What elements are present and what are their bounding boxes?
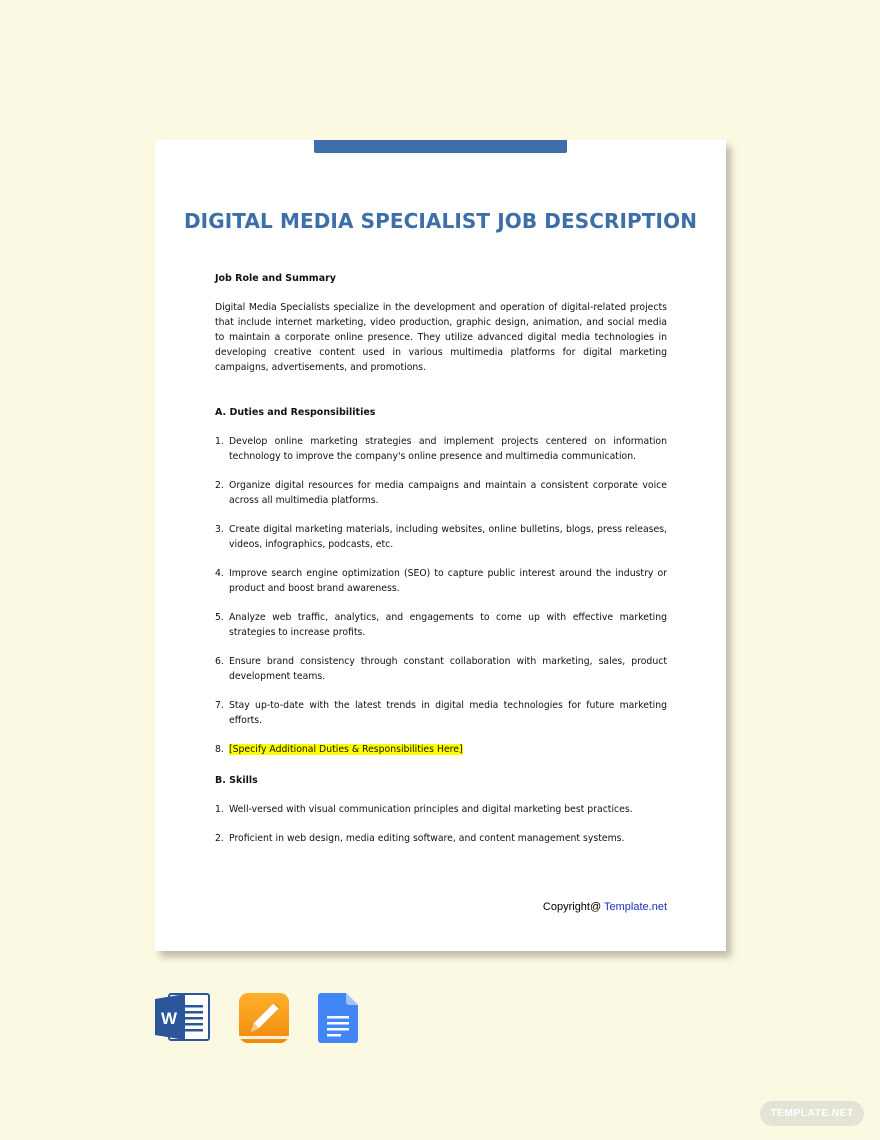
skills-list bbox=[215, 802, 667, 846]
document-title: DIGITAL MEDIA SPECIALIST JOB DESCRIPTION bbox=[183, 209, 698, 233]
document-top-bar bbox=[314, 140, 567, 153]
job-summary-paragraph: Digital Media Specialists specialize in the development and operation of digital-related projects that include internet marketing, video production, graphic design, animation, and social media to maintain a corporate online presence. They utilize advanced digital media technologies in developing creative content used in various multimedia platforms for digital marketing campaigns, advertisements, and promotions. bbox=[215, 302, 667, 373]
list-item-number: 5. bbox=[215, 612, 224, 623]
list-item-text: Create digital marketing materials, including websites, online bulletins, blogs, press releases, videos, infographics, podcasts, etc. bbox=[229, 524, 667, 550]
list-item-number: 7. bbox=[215, 700, 224, 711]
list-item bbox=[215, 831, 667, 846]
list-item-number: 8. bbox=[215, 744, 224, 755]
copyright-prefix: Copyright@ bbox=[542, 901, 605, 913]
placeholder-highlight-text: [Specify Additional Duties & Responsibilities Here] bbox=[229, 744, 463, 755]
list-item-number: 2. bbox=[215, 480, 224, 491]
list-item bbox=[215, 654, 667, 684]
list-item-text: Stay up-to-date with the latest trends in digital media technologies for future marketing efforts. bbox=[229, 700, 667, 726]
word-icon[interactable] bbox=[155, 992, 211, 1046]
list-item-text: Well-versed with visual communication principles and digital marketing best practices. bbox=[229, 804, 633, 815]
list-item bbox=[215, 802, 667, 817]
list-item-number: 1. bbox=[215, 436, 224, 447]
section-heading-job-role: Job Role and Summary bbox=[215, 273, 336, 284]
list-item bbox=[215, 610, 667, 640]
list-item-text: Analyze web traffic, analytics, and engagements to come up with effective marketing strategies to increase profits. bbox=[229, 612, 667, 638]
list-item-text: Organize digital resources for media campaigns and maintain a consistent corporate voice across all multimedia platforms. bbox=[229, 480, 667, 506]
copyright-notice bbox=[543, 901, 667, 913]
list-item-number: 6. bbox=[215, 656, 224, 667]
list-item bbox=[215, 434, 667, 464]
pages-icon[interactable] bbox=[238, 992, 290, 1048]
google-docs-icon[interactable] bbox=[318, 992, 360, 1048]
list-item-number: 3. bbox=[215, 524, 224, 535]
list-item bbox=[215, 742, 667, 757]
list-item-text: Improve search engine optimization (SEO) to capture public interest around the industry or product and boost brand awareness. bbox=[229, 568, 667, 594]
template-net-watermark: TEMPLATE.NET bbox=[760, 1101, 864, 1126]
duties-list bbox=[215, 434, 667, 757]
list-item bbox=[215, 522, 667, 552]
section-heading-duties: A. Duties and Responsibilities bbox=[215, 407, 376, 418]
list-item bbox=[215, 698, 667, 728]
word-icon-letter: W bbox=[160, 1009, 178, 1028]
document-page bbox=[155, 140, 726, 951]
list-item-text: Ensure brand consistency through constant collaboration with marketing, sales, product development teams. bbox=[229, 656, 667, 682]
list-item-text: Develop online marketing strategies and implement projects centered on information technology to improve the company's online presence and multimedia communication. bbox=[229, 436, 667, 462]
list-item-number: 1. bbox=[215, 804, 224, 815]
document-content bbox=[215, 271, 667, 860]
copyright-site-link[interactable]: Template.net bbox=[604, 901, 667, 913]
list-item bbox=[215, 478, 667, 508]
list-item-number: 4. bbox=[215, 568, 224, 579]
list-item-text: Proficient in web design, media editing software, and content management systems. bbox=[229, 833, 625, 844]
list-item-number: 2. bbox=[215, 833, 224, 844]
list-item bbox=[215, 566, 667, 596]
section-heading-skills: B. Skills bbox=[215, 775, 258, 786]
